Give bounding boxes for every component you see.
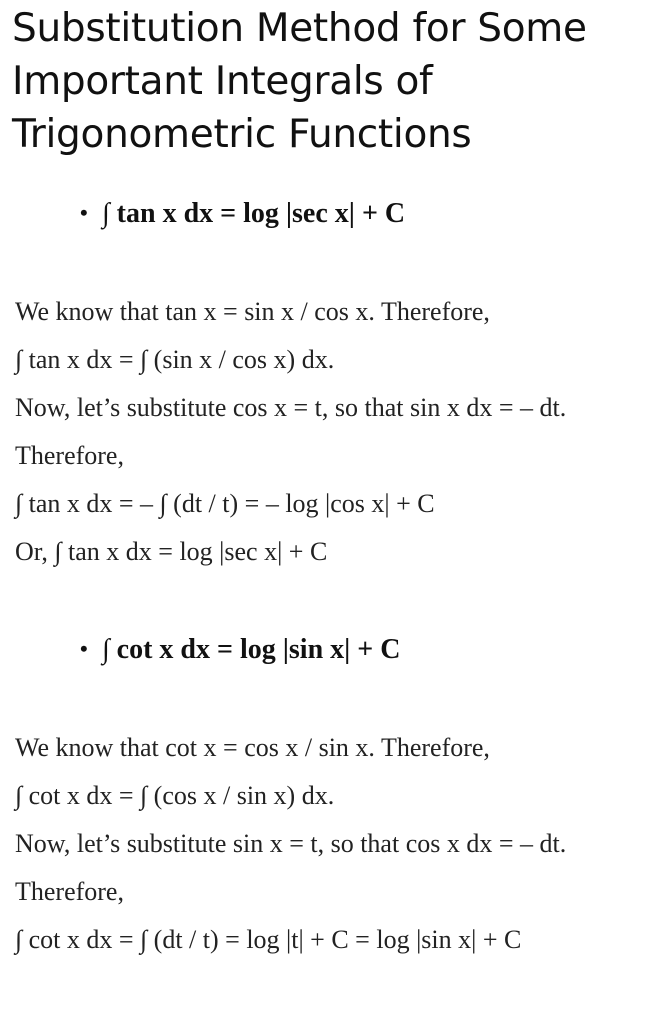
bullet-dot: • — [80, 636, 88, 661]
derivation-line: We know that cot x = cos x / sin x. Therefore, — [15, 733, 490, 762]
derivation-line: ∫ cot x dx = ∫ (cos x / sin x) dx. — [15, 781, 335, 810]
formula-cot: ∫ cot x dx = log |sin x| + C — [102, 634, 401, 665]
derivation-cot — [15, 724, 655, 964]
derivation-line: Now, let’s substitute cos x = t, so that sin x dx = – dt. — [15, 393, 567, 422]
derivation-line: ∫ tan x dx = ∫ (sin x / cos x) dx. — [15, 345, 335, 374]
derivation-line: We know that tan x = sin x / cos x. Therefore, — [15, 297, 490, 326]
derivation-line: Or, ∫ tan x dx = log |sec x| + C — [15, 537, 328, 566]
derivation-line: ∫ tan x dx = – ∫ (dt / t) = – log |cos x| + C — [15, 489, 435, 518]
formula-bullet-tan — [80, 196, 405, 231]
formula-tan: ∫ tan x dx = log |sec x| + C — [102, 198, 406, 229]
derivation-tan — [15, 288, 655, 576]
derivation-line: ∫ cot x dx = ∫ (dt / t) = log |t| + C = log |sin x| + C — [15, 925, 522, 954]
derivation-line: Now, let’s substitute sin x = t, so that cos x dx = – dt. — [15, 829, 567, 858]
page-title: Substitution Method for Some Important Integrals of Trigonometric Functions — [12, 6, 587, 157]
derivation-line: Therefore, — [15, 441, 124, 470]
bullet-dot: • — [80, 200, 88, 225]
derivation-line: Therefore, — [15, 877, 124, 906]
formula-bullet-cot — [80, 632, 400, 667]
